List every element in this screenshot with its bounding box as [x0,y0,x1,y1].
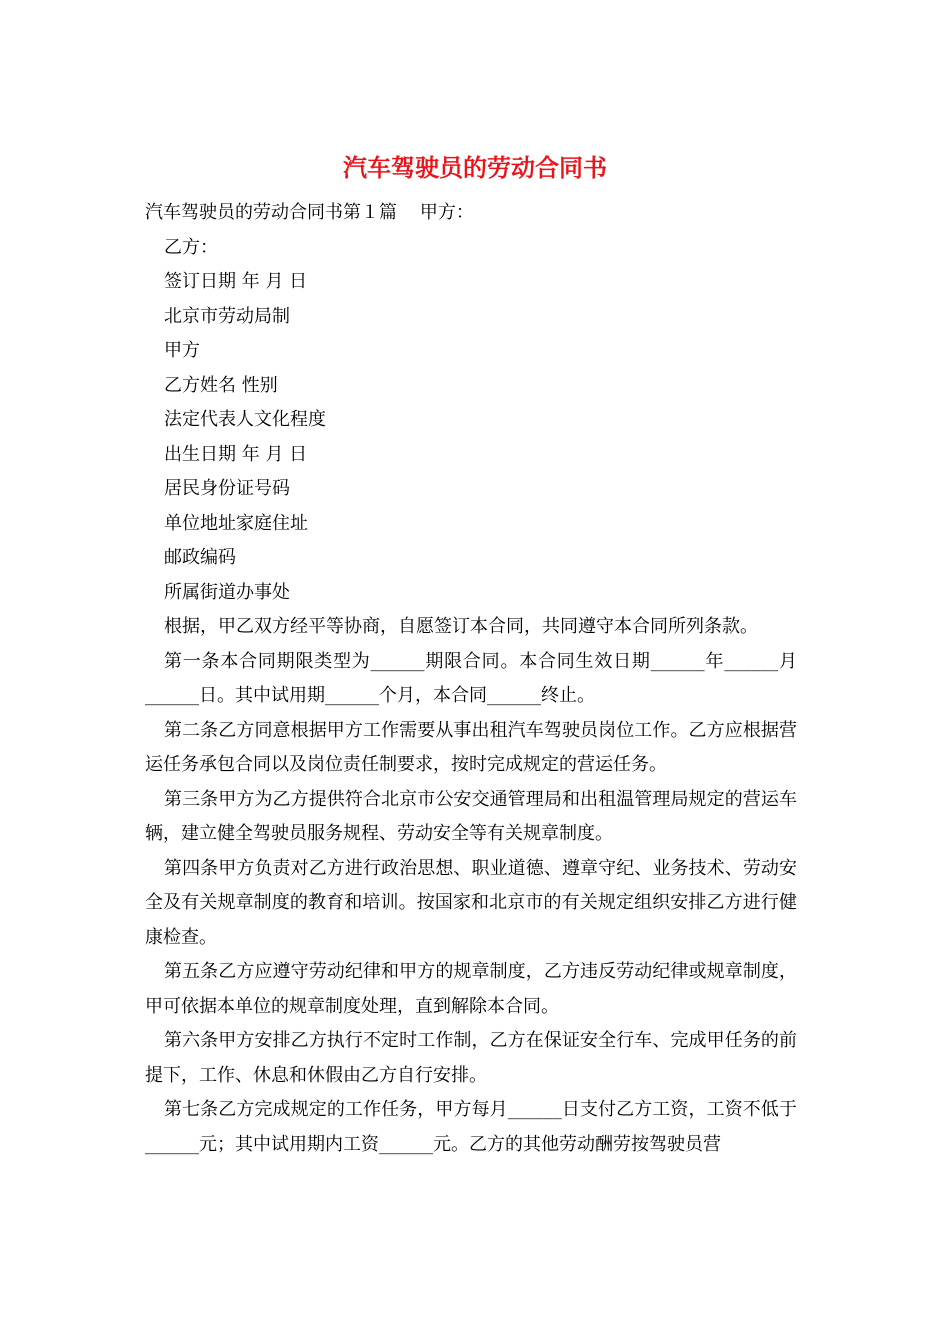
field-line-party-a: 甲方 [164,340,200,361]
field-line-sign-date: 签订日期 年 月 日 [164,271,308,292]
field-line-address: 单位地址家庭住址 [164,512,308,534]
paragraph-article-4: 第四条甲方负责对乙方进行政治思想、职业道德、遵章守纪、业务技术、劳动安全及有关规章制度的教育和培训。按国家和北京市的有关规定组织安排乙方进行健康检查。 [145,857,797,948]
paragraph-article-7: 第七条乙方完成规定的工作任务，甲方每月______日支付乙方工资，工资不低于______元；其中试用期内工资______元。乙方的其他劳动酬劳按驾驶员营 [145,1099,797,1155]
paragraph-preamble: 根据，甲乙双方经平等协商，自愿签订本合同，共同遵守本合同所列条款。 [164,616,758,637]
document-body [145,196,797,1162]
field-line-postal-code: 邮政编码 [164,547,236,568]
paragraph-article-5: 第五条乙方应遵守劳动纪律和甲方的规章制度，乙方违反劳动纪律或规章制度，甲可依据本单位的规章制度处理，直到解除本合同。 [145,961,797,1017]
intro-line: 汽车驾驶员的劳动合同书第１篇 甲方： [145,202,474,223]
field-line-id-number: 居民身份证号码 [164,478,290,499]
document-title: 汽车驾驶员的劳动合同书 [343,153,607,182]
paragraph-article-1: 第一条本合同期限类型为______期限合同。本合同生效日期______年______月______日。其中试用期______个月，本合同______终止。 [145,650,797,706]
paragraph-article-6: 第六条甲方安排乙方执行不定时工作制，乙方在保证安全行车、完成甲任务的前提下，工作、休息和休假由乙方自行安排。 [145,1030,797,1086]
field-line-street-office: 所属街道办事处 [164,581,290,603]
field-line-legal-rep: 法定代表人文化程度 [164,409,326,430]
field-line-birth-date: 出生日期 年 月 日 [164,443,308,465]
field-line-issuer: 北京市劳动局制 [164,305,290,327]
paragraph-article-2: 第二条乙方同意根据甲方工作需要从事出租汽车驾驶员岗位工作。乙方应根据营运任务承包合同以及岗位责任制要求，按时完成规定的营运任务。 [145,719,797,775]
paragraph-article-3: 第三条甲方为乙方提供符合北京市公安交通管理局和出租温管理局规定的营运车辆，建立健全驾驶员服务规程、劳动安全等有关规章制度。 [145,788,797,844]
field-line-name-gender: 乙方姓名 性别 [164,374,278,396]
field-line-party-b: 乙方： [164,236,218,258]
